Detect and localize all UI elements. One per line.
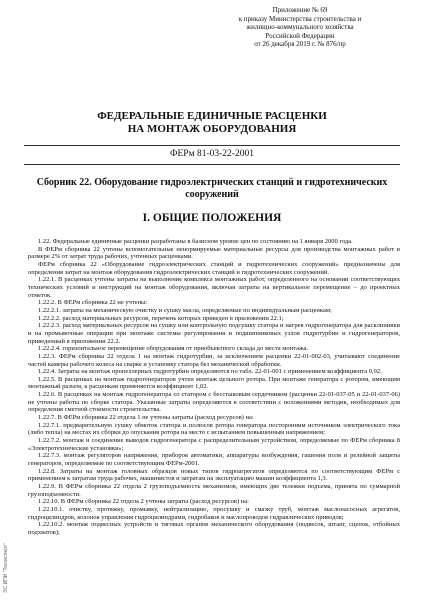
document-title-line: НА МОНТАЖ ОБОРУДОВАНИЯ: [127, 123, 297, 135]
paragraph: ФЕРм сборника 22 «Оборудование гидроэлектрических станций и гидротехнических сооружений» предназначены для определения затрат на монтаж оборудования гидроэлектрических станций и гидротехнических сооружений.: [28, 260, 400, 276]
paragraph: 1.22. Федеральные единичные расценки разработаны в базисном уровне цен по состоянию на 1 января 2000 года.: [38, 238, 353, 245]
appendix-line: от 26 декабря 2019 г. № 876/пр: [254, 40, 346, 49]
paragraph: 1.22.1. В расценках учтены затраты на выполнение комплекса монтажных работ, определенного на основании соответствующих технических условий и инструкций на монтаж оборудования, включая затраты на вертикальное перемещение – до проектных отметок.: [28, 276, 400, 299]
paragraph: 1.22.7.1. предварительную сушку обмоток статора и полюсов ротора генератора посторонним источником электрического тока (либо тепла) на местах их сборки до опускания ротора на место с испытанием повышенным напряжением;: [28, 421, 400, 437]
document-title: [20, 110, 404, 136]
watermark-text: ЭС ИПИ "Техэксперт": [3, 542, 9, 593]
paragraph: 1.22.8. Затраты на монтаж головных образцов новых типов гидроагрегатов определяются по соответствующим ФЕРм с применением к затратам труда рабочих, машинистов и затратам на эксплуатацию машин коэффициента 1,3.: [28, 467, 400, 483]
paragraph: 1.22.7.2. монтаж и соединение выводов гидрогенератора с распределительным устройством, определяемые по ФЕРм сборника 8 «Электротехнические установки»;: [28, 437, 400, 452]
paragraph: 1.22.10.1. очистку, протяжку, промывку, нейтрализацию, просушку и смазку труб, монтаж маслонасосных агрегатов, гидроцилиндров, колонок управления гидроцилиндрами, гидробаков и маслопроводов гидравлических приводов;: [28, 505, 400, 521]
paragraph: 1.22.4. Затраты на монтаж пропеллерных гидротурбин определяются по табл. 22-01-001 с применением коэффициента 0,92.: [38, 368, 382, 376]
paragraph: 1.22.2.1. затраты на механическую очистку и сушку масла, определяемые по индивидуальным расценкам;: [38, 306, 332, 314]
paragraph: 1.22.10. В ФЕРм сборника 22 отдела 2 учтены затраты (расход ресурсов) на:: [38, 498, 249, 506]
appendix-line: к приказу Министерства строительства и: [238, 14, 362, 23]
paragraph: 1.22.7.3. монтаж регуляторов напряжения, приборов автоматики, аппаратуры возбуждения, гашения поля и релейной защиты генераторов, определяемые по соответствующим ФЕРм-2001.: [28, 452, 400, 468]
paragraph: 1.22.2.2. расход материальных ресурсов, перечень которых приведен в приложении 22.1;: [38, 314, 284, 322]
section-title: I. ОБЩИЕ ПОЛОЖЕНИЯ: [142, 212, 282, 224]
divider-bottom: [24, 164, 400, 165]
appendix-line: Российской Федерации: [265, 31, 335, 40]
document-title-line: ФЕДЕРАЛЬНЫЕ ЕДИНИЧНЫЕ РАСЦЕНКИ: [97, 110, 327, 122]
appendix-block: [200, 6, 400, 49]
paragraph: 1.22.2.4. горизонтальное перемещение оборудования от приобъектного склада до места монтажа.: [38, 345, 308, 353]
watermark: [3, 505, 13, 595]
paragraph: 1.22.6. В расценках на монтаж гидрогенератора со статором с бесстыковым сердечником (расценки 22-01-037-05 и 22-01-037-06) не учтены работы по сборке статора. Указанные затраты определяются в соответствии с положениями методик, необходимых для определения сметной стоимости строительства.: [28, 391, 400, 414]
paragraph: 1.22.5. В расценках на монтаж гидрогенераторов учтен монтаж цельного ротора. При монтаже генератора с ротором, имеющим монтажный разъем, к расценкам применяется коэффициент 1,02.: [28, 375, 400, 391]
appendix-line: жилищно-коммунального хозяйства: [246, 23, 354, 32]
paragraph: 1.22.7. В ФЕРм сборника 22 отдела 1 не учтены затраты (расход ресурсов) на:: [38, 414, 254, 422]
paragraph: 1.22.2.3. расход материальных ресурсов на сушку или контрольную подсушку статора и нагрев гидрогенератора для расклинивки и на промывочные операции при монтаже системы регулирования и подшипниковых узлов гидротурбин и гидрогенераторов, приведенный в приложении 22.2.: [28, 322, 400, 345]
body-text: [28, 238, 400, 537]
paragraph: 1.22.3. ФЕРм сборника 22 отдела 1 на монтаж гидротурбин, за исключением расценки 22-01-002-03, учитывают соединение частей камеры рабочего колеса на сварке и установку статора без механической обработки.: [28, 352, 400, 368]
paragraph: 1.22.2. В ФЕРм сборника 22 не учтены:: [38, 299, 148, 307]
paragraph: 1.22.10.2. монтаж подвесных устройств и тяговых органов механического оборудования (подвесок, штанг, сцепок, отбойных подхватов);: [28, 521, 400, 536]
divider-top: [24, 145, 400, 146]
ferm-code: ФЕРм 81-03-22-2001: [170, 149, 254, 159]
paragraph: 1.22.9. В ФЕРм сборника 22 отдела 2 грузоподъемность механизмов, имеющих две тележки подъема, принята по суммарной грузоподъемности.: [28, 483, 400, 498]
appendix-line: Приложение № 69: [272, 6, 328, 14]
paragraph: В ФЕРм сборника 22 учтены вспомогательные ненормируемые материальные ресурсы для производства монтажных работ в размере 2% от затрат труда рабочих, учтенных расценками.: [28, 245, 400, 261]
collection-title: Сборник 22. Оборудование гидроэлектрических станций и гидротехнических сооружений: [36, 177, 388, 200]
